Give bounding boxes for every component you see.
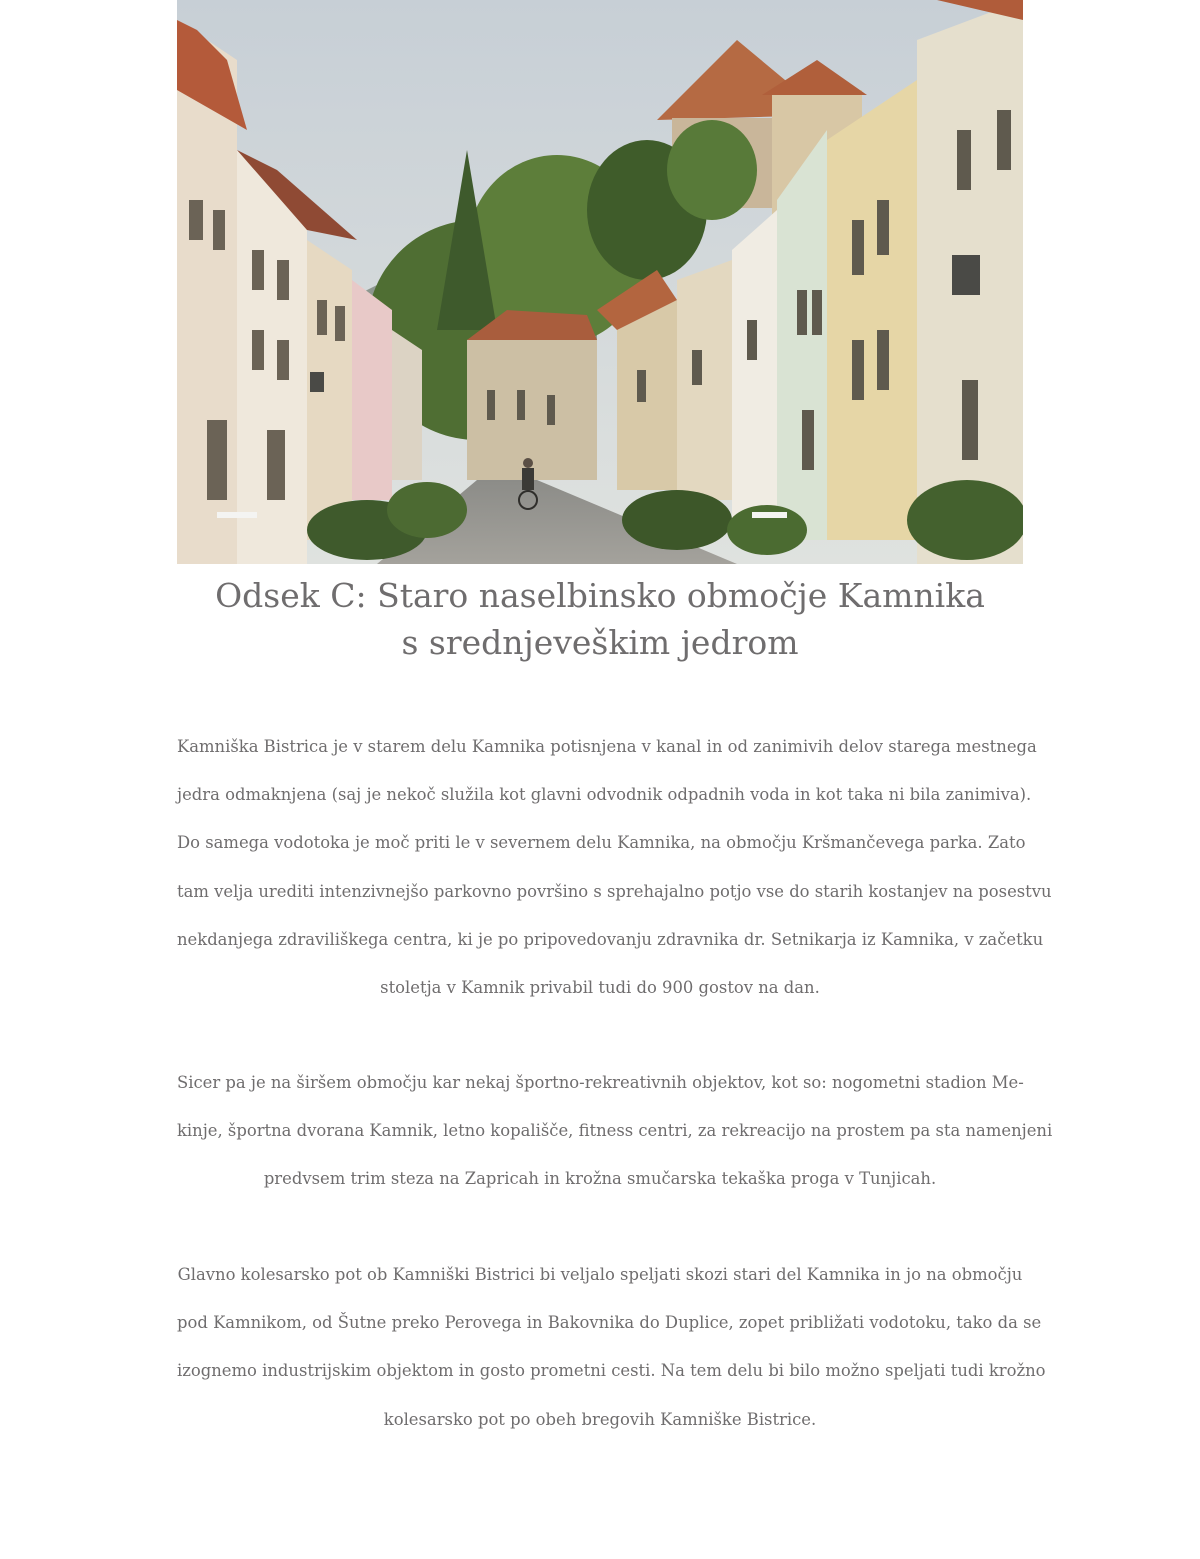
paragraph-line: Do samega vodotoka je moč priti le v severnem delu Kamnika, na območju Kršmančevega parka. Zato <box>177 833 1026 853</box>
paragraph-2 <box>177 1059 1053 1204</box>
paragraph-line: tam velja urediti intenzivnejšo parkovno površino s sprehajalno potjo vse do starih kostanjev na posestvu <box>177 881 1052 901</box>
paragraph-1 <box>177 723 1052 1012</box>
street-photo <box>177 0 1023 564</box>
paragraph-line: kinje, športna dvorana Kamnik, letno kopališče, fitness centri, za rekreacijo na prostem pa sta namenjeni <box>177 1121 1053 1141</box>
title-line-2: s srednjeveškim jedrom <box>401 623 799 662</box>
paragraph-line: izognemo industrijskim objektom in gosto prometni cesti. Na tem delu bi bilo možno speljati tudi krožno <box>177 1361 1046 1381</box>
paragraph-line: kolesarsko pot po obeh bregovih Kamniške Bistrice. <box>383 1409 817 1429</box>
title-line-1: Odsek C: Staro naselbinsko območje Kamnika <box>215 576 985 615</box>
paragraph-line: Sicer pa je na širšem območju kar nekaj športno-rekreativnih objektov, kot so: nogometni stadion Me- <box>177 1073 1024 1092</box>
paragraph-line: predvsem trim steza na Zapricah in krožna smučarska tekaška proga v Tunjicah. <box>263 1169 937 1189</box>
paragraph-line: Kamniška Bistrica je v starem delu Kamnika potisnjena v kanal in od zanimivih delov starega mestnega <box>177 737 1037 756</box>
paragraph-line: jedra odmaknjena (saj je nekoč služila kot glavni odvodnik odpadnih voda in kot taka ni bila zanimiva). <box>177 785 1032 805</box>
paragraph-line: stoletja v Kamnik privabil tudi do 900 gostov na dan. <box>380 978 820 998</box>
paragraph-line: nekdanjega zdraviliškega centra, ki je po pripovedovanju zdravnika dr. Setnikarja iz Kamnika, v začetku <box>177 929 1044 949</box>
paragraph-line: Glavno kolesarsko pot ob Kamniški Bistrici bi veljalo speljati skozi stari del Kamnika in jo na območju <box>177 1265 1023 1284</box>
paragraph-line: pod Kamnikom, od Šutne preko Perovega in Bakovnika do Duplice, zopet približati vodotoku, tako da se <box>177 1313 1042 1333</box>
paragraph-3 <box>177 1251 1046 1444</box>
page-title <box>177 572 1023 666</box>
